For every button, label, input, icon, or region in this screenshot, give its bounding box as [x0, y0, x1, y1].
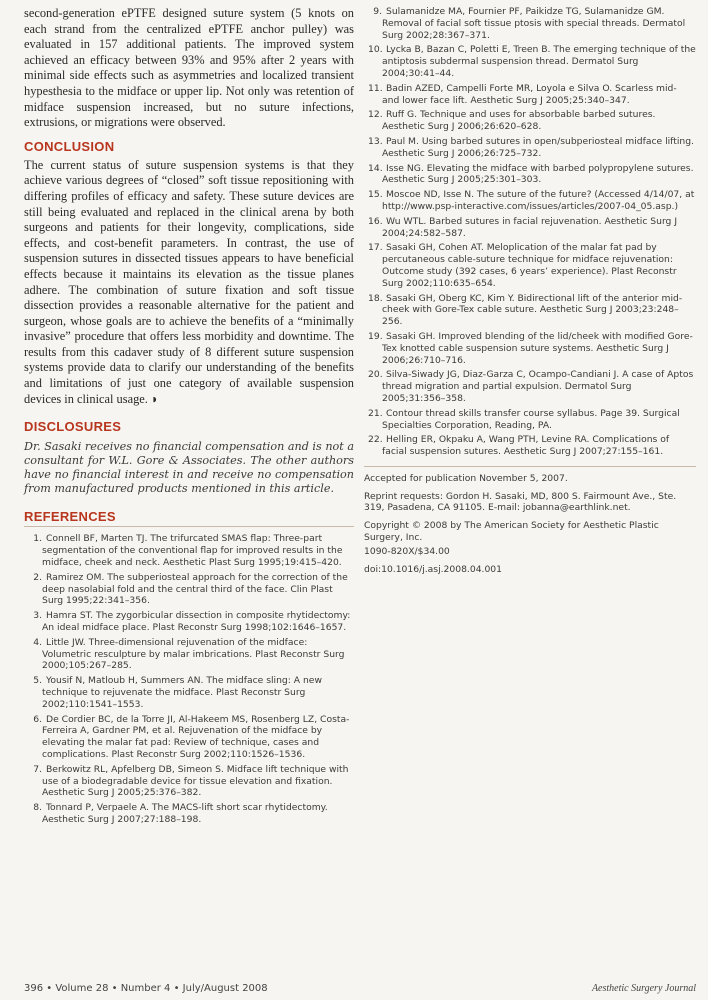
reference-text: Hamra ST. The zygorbicular dissection in composite rhytidectomy: An ideal midface place. Plast Reconstr Surg 1998;102:1646–1657.: [42, 610, 351, 634]
reference-item: [364, 6, 696, 41]
reference-text: Yousif N, Matloub H, Summers AN. The midface sling: A new technique to rejuvenate the midface. Plast Reconstr Surg 2002;110:1541–1553.: [42, 675, 322, 710]
reference-number: 3.: [33, 610, 42, 622]
footer-page-info: 396 • Volume 28 • Number 4 • July/August 2008: [24, 983, 268, 994]
copyright-line: Copyright © 2008 by The American Society for Aesthetic Plastic Surgery, Inc.: [364, 520, 659, 544]
conclusion-body: The current status of suture suspension systems is that they achieve various degrees of “closed” soft tissue repositioning with differing profiles of efficacy and safety. These suture devices are still being evaluated and replaced in the clinical arena by both surgeons and patients for their longevity, complications, side effects, and cost-benefit parameters. In contrast, the use of suspension sutures in dissected tissues appears to have beneficial effects because it maintains its elevation as the tissue planes adhere. The combination of suture fixation and soft tissue dissection provides a reasonable alternative for the patient and surgeon, whose goals are to achieve the benefits of a “minimally invasive” procedure that offers less morbidity and downtime. The results from this cadaver study of 8 different suture suspension systems provide data to clarify our understanding of the benefits and limitations of just one category of available suspension devices in clinical usage.: [24, 157, 354, 406]
reference-item: [364, 293, 696, 328]
reference-item: [24, 533, 354, 568]
reference-text: Tonnard P, Verpaele A. The MACS-lift short scar rhytidectomy. Aesthetic Surg J 2007;27:188–198.: [42, 802, 328, 825]
reference-text: Lycka B, Bazan C, Poletti E, Treen B. The emerging technique of the antiptosis subdermal suspension thread. Dermatol Surg 2004;30:41–44.: [382, 44, 696, 79]
reference-text: Contour thread skills transfer course syllabus. Page 39. Surgical Specialties Corporation, Reading, PA.: [382, 407, 680, 431]
reference-item: [364, 242, 696, 289]
issn-line: 1090-820X/$34.00: [364, 545, 450, 557]
reference-number: 21.: [368, 407, 383, 419]
reference-item: [364, 216, 696, 240]
reference-number: 20.: [368, 369, 383, 381]
intro-paragraph: second-generation ePTFE designed suture system (5 knots on each strand from the centralized ePTFE anchor pulley) was evaluated in 157 additional patients. The improved system achieved an efficacy between 93% and 95% after 2 years with minimal side effects such as asymmetries and localized transient hypesthesia to the midface or upper lip. Not only was retention of midface suspension increased, but no suture infections, extrusions, or migrations were observed.: [24, 6, 354, 130]
reference-number: 12.: [368, 109, 383, 121]
reference-text: Badin AZED, Campelli Forte MR, Loyola e Silva O. Scarless mid- and lower face lift. Aesthetic Surg J 2005;25:340–347.: [382, 82, 677, 106]
reference-item: [364, 109, 696, 133]
references-list-right: [364, 6, 696, 458]
reference-item: [24, 675, 354, 710]
reference-number: 5.: [33, 675, 42, 687]
left-column: [24, 6, 354, 829]
reference-text: Helling ER, Okpaku A, Wang PTH, Levine RA. Complications of facial suspension sutures. Aesthetic Surg J 2007;27:155–161.: [382, 434, 670, 458]
reference-text: Sasaki GH, Cohen AT. Meloplication of the malar fat pad by percutaneous cable-suture technique for midface rejuvenation: Outcome study (392 cases, 6 years’ experience). Plast Reconstr Surg 2002;110:635–654.: [382, 242, 677, 289]
disclosures-text: Dr. Sasaki receives no financial compensation and is not a consultant for W.L. Gore & Associates. The other authors have no financial interest in and receive no compensation from manufactured products mentioned in this article.: [24, 440, 354, 495]
reference-text: Moscoe ND, Isse N. The suture of the future? (Accessed 4/14/07, at http://www.psp-interactive.com/issues/articles/2007-04_05.asp.): [382, 189, 695, 212]
reference-text: Connell BF, Marten TJ. The trifurcated SMAS flap: Three-part segmentation of the conventional flap for improved results in the midface, cheek and neck. Aesthetic Plast Surg 1995;19:415–420.: [42, 533, 343, 569]
reference-item: [364, 408, 696, 432]
reference-text: Sasaki GH, Oberg KC, Kim Y. Bidirectional lift of the anterior mid-cheek with Gore-Tex cable suture. Aesthetic Surg J 2003;23:248–256.: [382, 292, 683, 328]
reference-number: 15.: [368, 189, 383, 201]
reference-item: [24, 802, 354, 826]
reference-number: 16.: [368, 215, 383, 227]
reference-item: [24, 764, 354, 799]
reference-item: [364, 189, 696, 213]
references-heading: REFERENCES: [24, 509, 116, 525]
reference-item: [364, 136, 696, 160]
reference-text: Wu WTL. Barbed sutures in facial rejuvenation. Aesthetic Surg J 2004;24:582–587.: [382, 215, 678, 239]
reference-number: 19.: [368, 330, 383, 342]
reference-text: Berkowitz RL, Apfelberg DB, Simeon S. Midface lift technique with use of a biodegradable device for tissue elevation and fixation. Aesthetic Surg J 2005;25:376–382.: [42, 763, 349, 799]
reference-number: 17.: [368, 242, 383, 254]
reference-item: [364, 163, 696, 187]
reference-number: 7.: [33, 763, 42, 775]
reference-text: Little JW. Three-dimensional rejuvenation of the midface: Volumetric resculpture by malar imbrications. Plast Reconstr Surg 2000;105:267–285.: [42, 636, 345, 672]
reference-number: 2.: [33, 571, 42, 583]
reference-item: [364, 331, 696, 366]
reference-text: Sulamanidze MA, Fournier PF, Paikidze TG, Sulamanidze GM. Removal of facial soft tissue ptosis with special threads. Dermatol Surg 2002;28:367–371.: [382, 6, 686, 41]
reference-text: Ramirez OM. The subperiosteal approach for the correction of the deep nasolabial fold and the central third of the face. Clin Plast Surg 1995;22:341–356.: [42, 571, 348, 607]
footer-journal-name: Aesthetic Surgery Journal: [591, 983, 696, 994]
meta-divider: [364, 466, 696, 467]
article-meta: [364, 473, 696, 576]
reference-number: 18.: [368, 292, 383, 304]
reference-item: [364, 83, 696, 107]
reference-number: 10.: [368, 44, 383, 56]
reference-item: [364, 369, 696, 404]
reference-text: Sasaki GH. Improved blending of the lid/cheek with modified Gore-Tex knotted cable suspension suture systems. Aesthetic Surg J 2006;26:710–716.: [382, 330, 693, 366]
reference-item: [24, 714, 354, 761]
reference-number: 4.: [33, 636, 42, 648]
reprint-requests: Reprint requests: Gordon H. Sasaki, MD, 800 S. Fairmount Ave., Ste. 319, Pasadena, CA 91105. E-mail: jobanna@earthlink.net.: [364, 490, 677, 514]
reference-number: 9.: [373, 6, 382, 17]
reference-number: 6.: [33, 713, 42, 725]
references-list-left: [24, 533, 354, 825]
reference-item: [24, 610, 354, 634]
doi-line: doi:10.1016/j.asj.2008.04.001: [364, 563, 503, 575]
reference-text: De Cordier BC, de la Torre JI, Al-Hakeem MS, Rosenberg LZ, Costa-Ferreira A, Gardner PM, et al. Rejuvenation of the midface by elevating the malar fat pad: Review of technique, cases and complications. Plast Reconstr Surg 2002;110:1526–1536.: [42, 713, 350, 760]
reference-item: [24, 637, 354, 672]
reference-number: 1.: [33, 533, 42, 545]
disclosures-heading: DISCLOSURES: [24, 419, 122, 435]
reference-number: 11.: [368, 82, 383, 94]
reference-item: [24, 572, 354, 607]
reference-item: [364, 434, 696, 458]
references-divider: [24, 526, 354, 527]
reference-number: 8.: [33, 802, 42, 814]
reference-number: 14.: [368, 162, 383, 174]
reference-item: [364, 44, 696, 79]
reference-number: 22.: [368, 434, 383, 446]
accepted-date: Accepted for publication November 5, 2007.: [364, 472, 568, 484]
right-column: [364, 6, 696, 581]
conclusion-text: [24, 158, 354, 408]
reference-text: Ruff G. Technique and uses for absorbable barbed sutures. Aesthetic Surg J 2006;26:620–628.: [382, 109, 656, 133]
conclusion-heading: CONCLUSION: [24, 138, 115, 154]
reference-text: Paul M. Using barbed sutures in open/subperiosteal midface lifting. Aesthetic Surg J 2006;26:725–732.: [382, 135, 694, 159]
end-mark-icon: ◗: [150, 391, 159, 406]
reference-number: 13.: [368, 135, 383, 147]
reference-text: Silva-Siwady JG, Diaz-Garza C, Ocampo-Candiani J. A case of Aptos thread migration and partial expulsion. Dermatol Surg 2005;31:356–358.: [382, 369, 694, 404]
reference-text: Isse NG. Elevating the midface with barbed polypropylene sutures. Aesthetic Surg J 2005;25:301–303.: [382, 162, 694, 186]
